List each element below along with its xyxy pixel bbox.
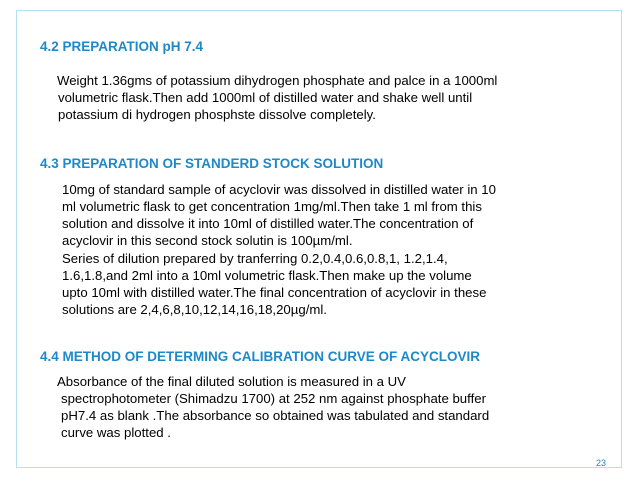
text-line: acyclovir in this second stock solutin is 100µm/ml. xyxy=(62,233,353,248)
section-heading-4-3: 4.3 PREPARATION OF STANDERD STOCK SOLUTION xyxy=(40,156,384,171)
section-4-2-paragraph xyxy=(57,72,497,123)
section-4-4-paragraph xyxy=(57,373,489,441)
text-line: upto 10ml with distilled water.The final concentration of acyclovir in these xyxy=(62,285,487,300)
section-heading-4-4: 4.4 METHOD OF DETERMING CALIBRATION CURVE OF ACYCLOVIR xyxy=(40,349,481,364)
text-line: curve was plotted . xyxy=(61,425,171,440)
text-line: solution and dissolve it into 10ml of distilled water.The concentration of xyxy=(62,216,474,231)
text-line: spectrophotometer (Shimadzu 1700) at 252 nm against phosphate buffer xyxy=(61,391,486,406)
text-line: 10mg of standard sample of acyclovir was dissolved in distilled water in 10 xyxy=(62,182,496,197)
text-line: Weight 1.36gms of potassium dihydrogen phosphate and palce in a 1000ml xyxy=(57,73,498,88)
section-4-3-paragraph-1 xyxy=(62,181,496,249)
text-line: solutions are 2,4,6,8,10,12,14,16,18,20µg/ml. xyxy=(62,302,327,317)
section-4-3-paragraph-2 xyxy=(62,250,486,318)
text-line: Absorbance of the final diluted solution is measured in a UV xyxy=(57,374,406,389)
text-line: volumetric flask.Then add 1000ml of distilled water and shake well until xyxy=(58,90,473,105)
page-number: 23 xyxy=(595,458,606,468)
section-heading-4-2: 4.2 PREPARATION pH 7.4 xyxy=(40,39,204,54)
text-line: pH7.4 as blank .The absorbance so obtained was tabulated and standard xyxy=(61,408,490,423)
text-line: Series of dilution prepared by tranferring 0.2,0.4,0.6,0.8,1, 1.2,1.4, xyxy=(62,251,448,266)
text-line: 1.6,1.8,and 2ml into a 10ml volumetric flask.Then make up the volume xyxy=(62,268,472,283)
text-line: potassium di hydrogen phosphste dissolve completely. xyxy=(58,107,376,122)
text-line: ml volumetric flask to get concentration 1mg/ml.Then take 1 ml from this xyxy=(62,199,482,214)
